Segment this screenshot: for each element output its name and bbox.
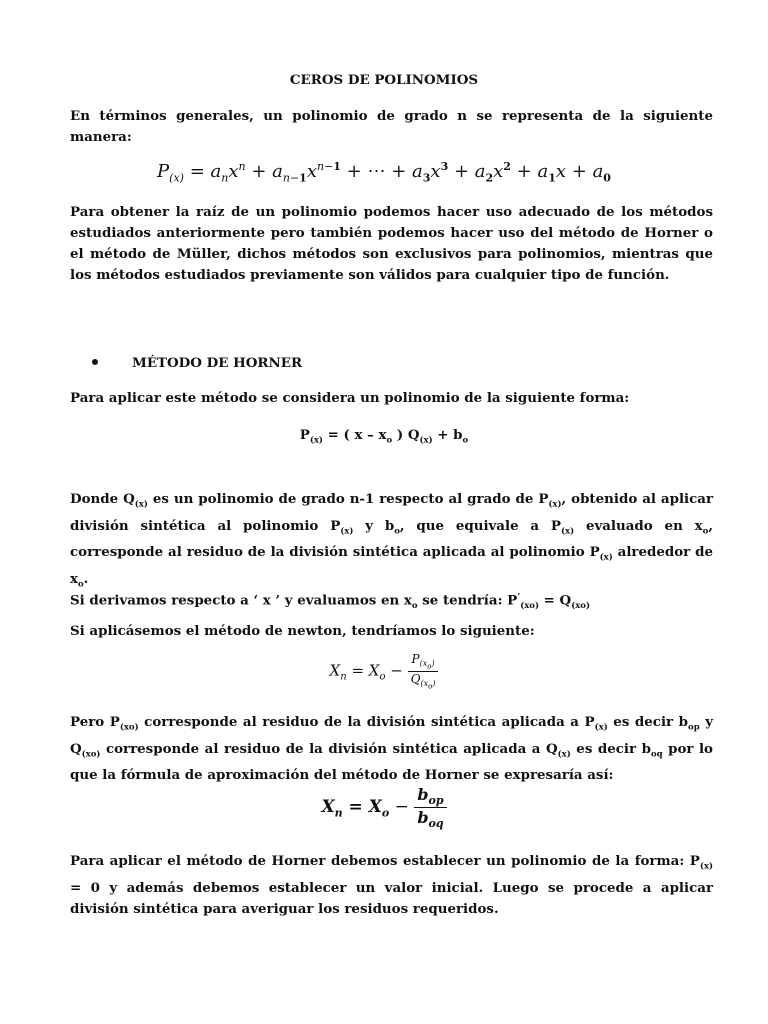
- final-paragraph: Para aplicar el método de Horner debemos establecer un polinomio de la forma: $P_{(x)} = 0$ y además debemos establecer un valor inicial. Luego se procede a aplicar división sintética para averiguar los residuos requeridos.: [70, 853, 713, 917]
- newton-fraction: $\frac{P_{(x_o)}}{Q_{(x_o)}}$: [408, 652, 439, 691]
- pero-paragraph: Pero $P_{(xo)}$ corresponde al residuo de la división sintética aplicada a $P_{(x)}$ es decir $b_{op}$ y $Q_{(xo)}$ corresponde al residuo de la división sintética aplicada a $Q_{(x)}$ es decir $b_{oq}$ por lo que la fórmula de aproximación del método de Horner se expresaría así:: [70, 714, 713, 784]
- newton-intro: Si aplicásemos el método de newton, tendríamos lo siguiente:: [70, 623, 535, 639]
- horner-formula-equation: $X_n = X_o$ − $\frac{b_{op}}{b_{oq}}$: [0, 785, 768, 830]
- eq-lhs-sub: (x): [169, 171, 184, 185]
- newton-equation: $X_n = X_o$ − $\frac{P_{(x_o)}}{Q_{(x_o)}}$: [0, 652, 768, 691]
- eq-lhs: P: [157, 161, 170, 182]
- eq-rhs: = $a_nx^n + a_{n-1}x^{n-1}$ + ⋯ + $a_3x^3 + a_2x^2 + a_1x + a_0$: [189, 160, 611, 185]
- section-heading: MÉTODO DE HORNER: [132, 355, 303, 371]
- where-paragraph: Donde $Q_{(x)}$ es un polinomio de grado n-1 respecto al grado de $P_{(x)}$, obtenido al aplicar división sintética al polinomio $P_{(x)}$ y $b_o$, que equivale a $P_{(x)}$ evaluado en $x_o$, corresponde al residuo de la división sintética aplicada al polinomio $P_{(x)}$ alrededor de $x_o$.: [70, 491, 714, 590]
- bullet-icon: [92, 359, 98, 365]
- intro-paragraph: En términos generales, un polinomio de grado n se representa de la siguiente manera:: [70, 108, 713, 145]
- derivative-paragraph: Si derivamos respecto a ‘ x ’ y evaluamos en $x_o$ se tendría: $P^’_{(xo)} = Q_{(xo)}$: [70, 592, 590, 612]
- horner-form-equation: $P_{(x)}$ = ( x – $x_o$ ) $Q_{(x)} + b_o$: [299, 427, 469, 446]
- section-bullet: [92, 355, 302, 371]
- root-paragraph: Para obtener la raíz de un polinomio podemos hacer uso adecuado de los métodos estudiados anteriormente pero también podemos hacer uso del método de Horner o el método de Müller, dichos métodos son exclusivos para polinomios, mientras que los métodos estudiados previamente son válidos para cualquier tipo de función.: [70, 204, 713, 283]
- page-title: CEROS DE POLINOMIOS: [289, 72, 479, 88]
- polynomial-equation: [0, 160, 768, 185]
- horner-fraction: $\frac{b_{op}}{b_{oq}}$: [414, 785, 446, 830]
- apply-paragraph: Para aplicar este método se considera un polinomio de la siguiente forma:: [70, 390, 630, 406]
